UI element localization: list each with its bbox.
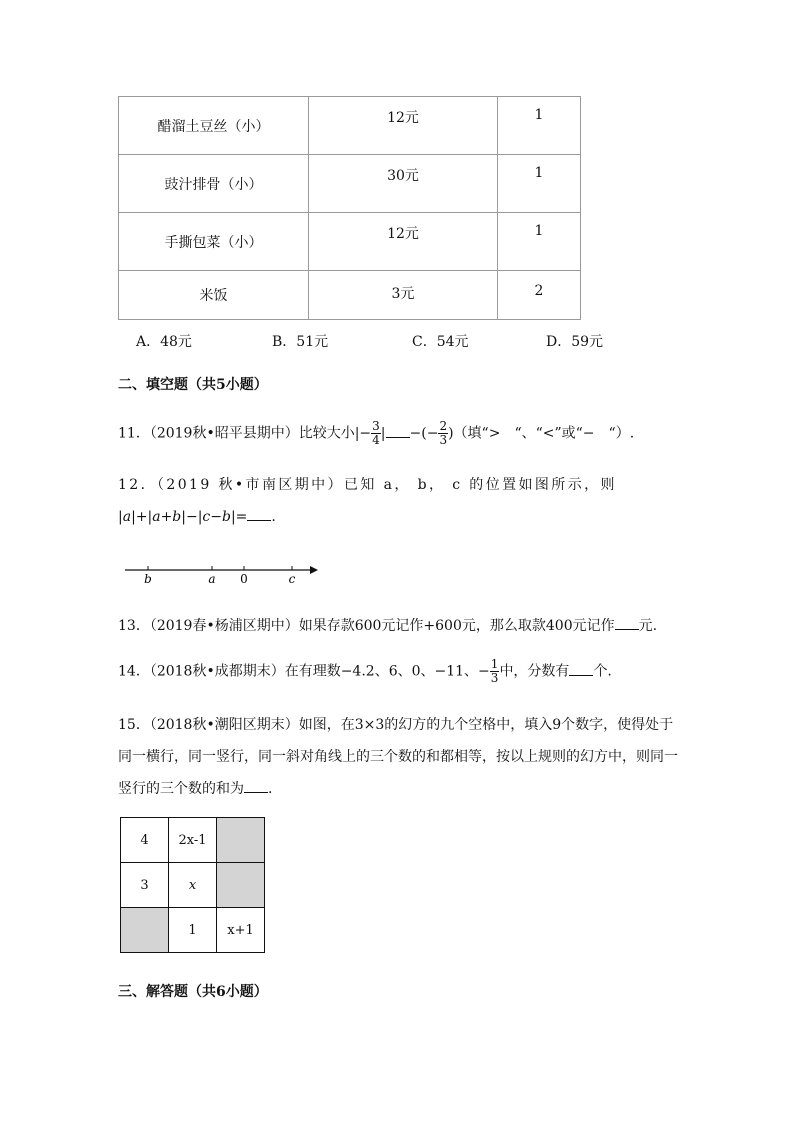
table-row	[121, 818, 265, 863]
dish-cell: 手撕包菜（小）	[119, 213, 309, 271]
qty-cell: 1	[498, 213, 581, 271]
table-row	[121, 908, 265, 953]
magic-cell: 3	[121, 863, 169, 908]
table-row	[121, 863, 265, 908]
section-heading-answer: 三、解答题（共6小题）	[118, 984, 268, 1000]
question-14	[118, 658, 612, 685]
question-13	[118, 615, 657, 635]
question-15-line2: 同一横行，同一竖行，同一斜对角线上的三个数的和都相等，按以上规则的幻方中，则同一	[118, 749, 678, 765]
q14-suffix: 个.	[593, 663, 612, 680]
q13-text: 13．（2019春•杨浦区期中）如果存款600元记作+600元，那么取款400元记作	[118, 618, 615, 634]
q11-mid: |	[380, 425, 386, 442]
answer-blank	[244, 791, 268, 793]
q12-expression: |a|+|a+b|−|c−b|=	[118, 509, 248, 525]
magic-square	[120, 817, 265, 953]
q11-suffix: )（填“> “、“<”或“− “）.	[448, 425, 635, 442]
price-cell: 30元	[309, 155, 498, 213]
fraction: $\frac{1}{3}$	[490, 657, 499, 685]
table-row	[119, 213, 581, 271]
qty-cell: 1	[498, 155, 581, 213]
number-line-label: c	[288, 572, 296, 586]
q14-text: 14．（2018秋•成都期末）在有理数−4.2、6、0、−11、−	[118, 663, 490, 680]
table-row	[119, 271, 581, 320]
q14-mid: 中，分数有	[499, 663, 570, 680]
answer-blank	[569, 674, 593, 676]
magic-cell: 2x-1	[169, 818, 217, 863]
dish-cell: 醋溜土豆丝（小）	[119, 97, 309, 155]
option-c: C．54元	[412, 334, 469, 350]
number-line	[120, 560, 330, 590]
qty-cell: 2	[498, 271, 581, 320]
magic-cell-empty	[121, 908, 169, 953]
q13-suffix: 元.	[638, 618, 658, 634]
q15-suffix: .	[268, 781, 273, 797]
number-line-label: 0	[240, 572, 248, 586]
magic-cell: 1	[169, 908, 217, 953]
magic-cell-empty	[217, 818, 265, 863]
price-cell: 3元	[309, 271, 498, 320]
table-row	[119, 97, 581, 155]
number-line-label: a	[208, 572, 216, 586]
section-heading-fill-in: 二、填空题（共5小题）	[118, 377, 268, 393]
option-b: B．51元	[272, 334, 329, 350]
q11-prefix: 11．（2019秋•昭平县期中）比较大小|−	[118, 425, 372, 442]
table-row	[119, 155, 581, 213]
answer-blank	[247, 519, 271, 521]
dish-cell: 豉汁排骨（小）	[119, 155, 309, 213]
magic-cell: x+1	[217, 908, 265, 953]
q15-text: 竖行的三个数的和为	[118, 781, 244, 797]
question-11	[118, 420, 634, 447]
question-12-line1: 12．（2019 秋•市南区期中）已知 a， b， c 的位置如图所示，则	[118, 477, 617, 493]
answer-blank	[615, 628, 639, 630]
question-15-line3	[118, 778, 272, 798]
price-cell: 12元	[309, 97, 498, 155]
option-a: A．48元	[136, 334, 192, 350]
menu-table	[118, 96, 581, 320]
number-line-label: b	[144, 572, 152, 586]
question-12-line2	[118, 509, 276, 525]
dish-cell: 米饭	[119, 271, 309, 320]
fraction: $\frac{3}{4}$	[372, 419, 380, 447]
magic-cell: 4	[121, 818, 169, 863]
price-cell: 12元	[309, 213, 498, 271]
q11-after-blank: −(−	[409, 425, 439, 442]
magic-cell: x	[169, 863, 217, 908]
answer-blank	[386, 436, 410, 438]
magic-cell-empty	[217, 863, 265, 908]
q12-suffix: .	[271, 509, 276, 525]
qty-cell: 1	[498, 97, 581, 155]
question-15-line1: 15．（2018秋•潮阳区期末）如图，在3×3的幻方的九个空格中，填入9个数字，使得处于	[118, 717, 674, 733]
fraction: $\frac{2}{3}$	[439, 419, 448, 447]
arrow-icon	[310, 566, 318, 574]
option-d: D．59元	[546, 334, 604, 350]
